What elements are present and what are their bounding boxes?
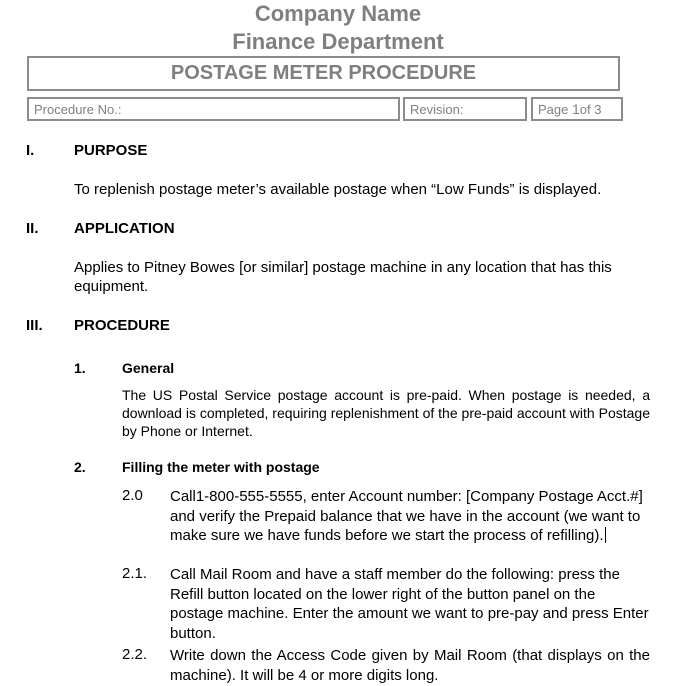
section-number: II. [26, 220, 39, 237]
subsection-title-filling: Filling the meter with postage [122, 459, 320, 475]
section-number: III. [26, 317, 43, 334]
subsection-title-general: General [122, 360, 175, 376]
text-cursor [605, 527, 606, 543]
general-text: The US Postal Service postage account is pre-paid. When postage is needed, a download is completed, requiring replenishment of the pre-paid account with Postage by Phone or Internet. [122, 387, 650, 439]
section-title-procedure: PROCEDURE [74, 317, 170, 334]
section-number: I. [26, 142, 35, 159]
step-number: 2.2. [122, 646, 148, 663]
procedure-number-label: Procedure No.: [34, 101, 122, 117]
application-text: Applies to Pitney Bowes [or similar] postage machine in any location that has this equipment. [74, 259, 612, 295]
revision-field[interactable] [403, 97, 527, 121]
subsection-number: 2. [74, 459, 86, 475]
subsection-number: 1. [74, 360, 86, 376]
page-indicator [531, 97, 623, 121]
section-title-application: APPLICATION [74, 220, 175, 237]
document-title: POSTAGE METER PROCEDURE [27, 56, 620, 91]
step-number: 2.0 [122, 487, 143, 504]
procedure-number-field[interactable] [27, 97, 400, 121]
page-prefix: Page [538, 101, 569, 117]
step-text: Write down the Access Code given by Mail Room (that displays on the machine). It will be 4 or more digits long. [170, 647, 650, 684]
purpose-text: To replenish postage meter’s available postage when “Low Funds” is displayed. [74, 181, 602, 198]
page-of: of 3 [579, 101, 602, 117]
step-number: 2.1. [122, 565, 148, 582]
company-name: Company Name [254, 1, 422, 26]
step-text: Call Mail Room and have a staff member do the following: press the Refill button located on the lower right of the button panel on the postage machine. Enter the amount we want to pre-pay and press Enter button. [170, 566, 649, 642]
section-title-purpose: PURPOSE [74, 142, 148, 159]
revision-label: Revision: [410, 101, 464, 117]
page-current: 1 [572, 101, 580, 117]
step-text [170, 487, 644, 546]
step-text-content: Call1-800-555-5555, enter Account number: [Company Postage Acct.#] and verify the Prepaid balance that we have in the account (we want to make sure we have funds before we start the process of refilling). [170, 488, 643, 544]
department-name: Finance Department [232, 29, 444, 54]
